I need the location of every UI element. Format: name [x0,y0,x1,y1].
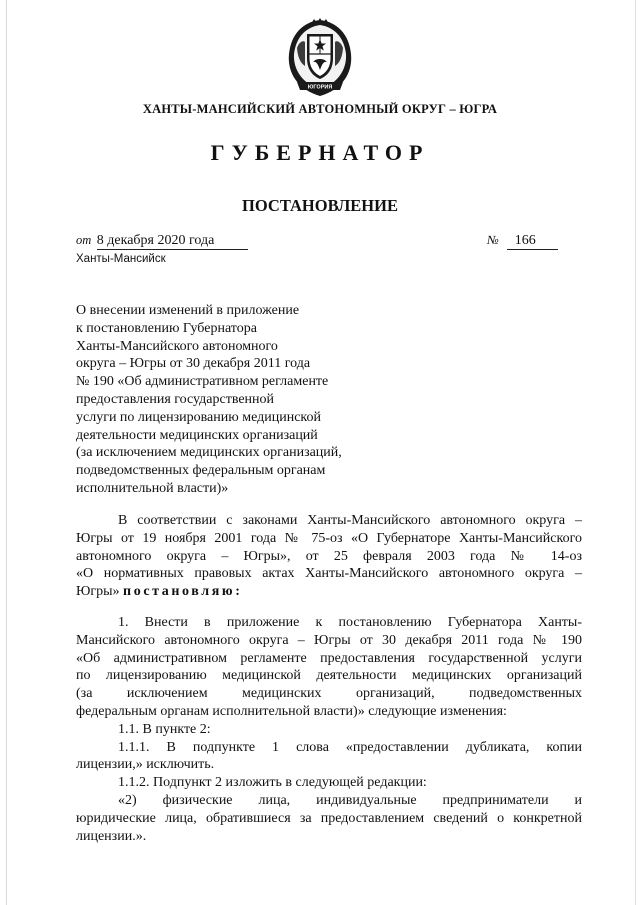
preamble-line: «О нормативных правовых актах Ханты-Мансийского автономного округа – [76,566,582,582]
decree-date [76,233,248,250]
preamble-last-line [76,583,582,601]
region-name: ХАНТЫ-МАНСИЙСКИЙ АВТОНОМНЫЙ ОКРУГ – ЮГРА [142,102,498,116]
subject-line: к постановлению Губернатора [76,320,257,336]
scan-edge-right [635,0,636,905]
quote-line: лицензии.». [76,828,147,844]
subject-line: исполнительной власти)» [76,480,229,496]
decree-items [76,614,582,845]
subject-line: О внесении изменений в приложение [76,303,300,318]
preamble-line: автономного округа – Югры», от 25 февраля 2003 года № 14-оз [76,548,582,564]
authority-title: ГУБЕРНАТОР [210,140,430,165]
item1-1-1-line: лицензии,» исключить. [76,757,215,773]
preamble-line: Югры от 19 ноября 2001 года № 75-оз «О Губернаторе Ханты-Мансийского [76,530,582,546]
preamble-line-start: Югры» [76,584,120,600]
decree-word: постановляю: [123,584,243,600]
subject-line: (за исключением медицинских организаций, [76,445,342,461]
subject-line: деятельности медицинских организаций [76,427,318,443]
subject-line: подведомственных федеральным органам [76,463,326,479]
scan-edge-left [6,0,7,905]
emblem-ribbon-text: ЮГОРИЯ [307,84,333,91]
item1-1-line: 1.1. В пункте 2: [118,721,211,737]
number-value: 166 [507,233,558,250]
city-name: Ханты-Мансийск [76,253,166,265]
item1-line: Мансийского автономного округа – Югры от 30 декабря 2011 года № 190 [76,632,582,648]
decree-number [487,233,558,250]
number-prefix: № [487,233,499,247]
date-value: 8 декабря 2020 года [97,233,249,250]
date-prefix: от [76,233,92,247]
quote-line: юридические лица, обратившиеся за предоставлением сведений о конкретной [76,810,582,826]
item1-line: 1. Внести в приложение к постановлению Губернатора Ханты- [118,615,582,630]
item1-1-2-line: 1.1.2. Подпункт 2 изложить в следующей редакции: [118,775,427,791]
preamble-paragraph [76,512,582,601]
item1-line: по лицензированию медицинской деятельности медицинских организаций [76,668,582,684]
item1-line: (за исключением медицинских организаций, подведомственных [76,686,582,702]
item1-1-1-line: 1.1.1. В подпункте 1 слова «предоставлении дубликата, копии [118,739,582,755]
subject-line: предоставления государственной [76,391,275,407]
quote-line: «2) физические лица, индивидуальные предприниматели и [118,792,582,808]
item1-line: федеральным органам исполнительной власти)» следующие изменения: [76,703,507,719]
subject-line: Ханты-Мансийского автономного [76,338,278,354]
preamble-line: В соответствии с законами Ханты-Мансийского автономного округа – [118,513,582,528]
coat-of-arms-icon [283,18,357,100]
subject-line: № 190 «Об административном регламенте [76,374,329,390]
decree-subject [76,302,396,498]
subject-line: услуги по лицензированию медицинской [76,409,321,425]
subject-line: округа – Югры от 30 декабря 2011 года [76,356,311,372]
document-type: ПОСТАНОВЛЕНИЕ [242,196,398,215]
item1-line: «Об административном регламенте предоставления государственной услуги [76,650,582,666]
